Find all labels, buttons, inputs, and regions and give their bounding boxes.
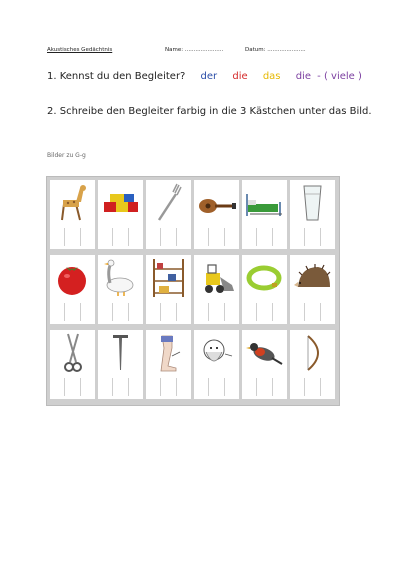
answer-boxes[interactable] — [50, 228, 95, 246]
collar-icon — [242, 255, 287, 301]
answer-boxes[interactable] — [290, 228, 335, 246]
picture-cell — [290, 180, 335, 249]
answer-boxes[interactable] — [146, 228, 191, 246]
hedgehog-icon — [290, 255, 335, 301]
answer-boxes[interactable] — [194, 228, 239, 246]
name-field: Name: ...................... — [165, 47, 224, 53]
answer-boxes[interactable] — [242, 303, 287, 321]
bow-icon — [290, 330, 335, 376]
task-2-text: 2. Schreibe den Begleiter farbig in die 3 Kästchen unter das Bild. — [47, 106, 372, 117]
answer-boxes[interactable] — [50, 303, 95, 321]
answer-boxes[interactable] — [98, 378, 143, 396]
nail-icon — [98, 330, 143, 376]
article-das: das — [262, 71, 281, 82]
picture-cell — [194, 330, 239, 399]
bed-icon — [242, 180, 287, 226]
guitar-icon — [194, 180, 239, 226]
shelf-icon — [146, 255, 191, 301]
picture-grid — [46, 176, 340, 406]
picture-cell — [98, 330, 143, 399]
picture-cell — [290, 255, 335, 324]
giraffe-icon — [50, 180, 95, 226]
article-die-plural: die — [295, 71, 311, 82]
picture-cell — [242, 330, 287, 399]
answer-boxes[interactable] — [98, 303, 143, 321]
picture-cell — [50, 330, 95, 399]
picture-cell — [242, 255, 287, 324]
picture-cell — [242, 180, 287, 249]
article-die: die — [232, 71, 248, 82]
tomato-icon — [50, 255, 95, 301]
head-icon — [194, 330, 239, 376]
article-der: der — [200, 71, 218, 82]
picture-cell — [50, 255, 95, 324]
scissors-icon — [50, 330, 95, 376]
picture-credit: Bilder zu G-g — [47, 152, 86, 159]
goose-icon — [98, 255, 143, 301]
picture-cell — [146, 180, 191, 249]
picture-cell — [146, 255, 191, 324]
loader-icon — [194, 255, 239, 301]
answer-boxes[interactable] — [242, 378, 287, 396]
answer-boxes[interactable] — [98, 228, 143, 246]
picture-cell — [290, 330, 335, 399]
picture-cell — [194, 180, 239, 249]
task-1 — [47, 71, 362, 82]
answer-boxes[interactable] — [194, 378, 239, 396]
answer-boxes[interactable] — [146, 378, 191, 396]
answer-boxes[interactable] — [242, 228, 287, 246]
answer-boxes[interactable] — [290, 303, 335, 321]
bricks-icon — [98, 180, 143, 226]
leg-icon — [146, 330, 191, 376]
task-1-text: 1. Kennst du den Begleiter? — [47, 71, 186, 82]
picture-cell — [98, 255, 143, 324]
worksheet-header — [47, 47, 357, 57]
fork-icon — [146, 180, 191, 226]
bird-icon — [242, 330, 287, 376]
answer-boxes[interactable] — [194, 303, 239, 321]
article-plural-note: - ( viele ) — [317, 71, 362, 82]
glass-icon — [290, 180, 335, 226]
answer-boxes[interactable] — [146, 303, 191, 321]
picture-cell — [98, 180, 143, 249]
picture-cell — [146, 330, 191, 399]
answer-boxes[interactable] — [50, 378, 95, 396]
date-field: Datum: ...................... — [245, 47, 306, 53]
picture-cell — [50, 180, 95, 249]
worksheet-title: Akustisches Gedächtnis — [47, 47, 113, 53]
picture-cell — [194, 255, 239, 324]
answer-boxes[interactable] — [290, 378, 335, 396]
